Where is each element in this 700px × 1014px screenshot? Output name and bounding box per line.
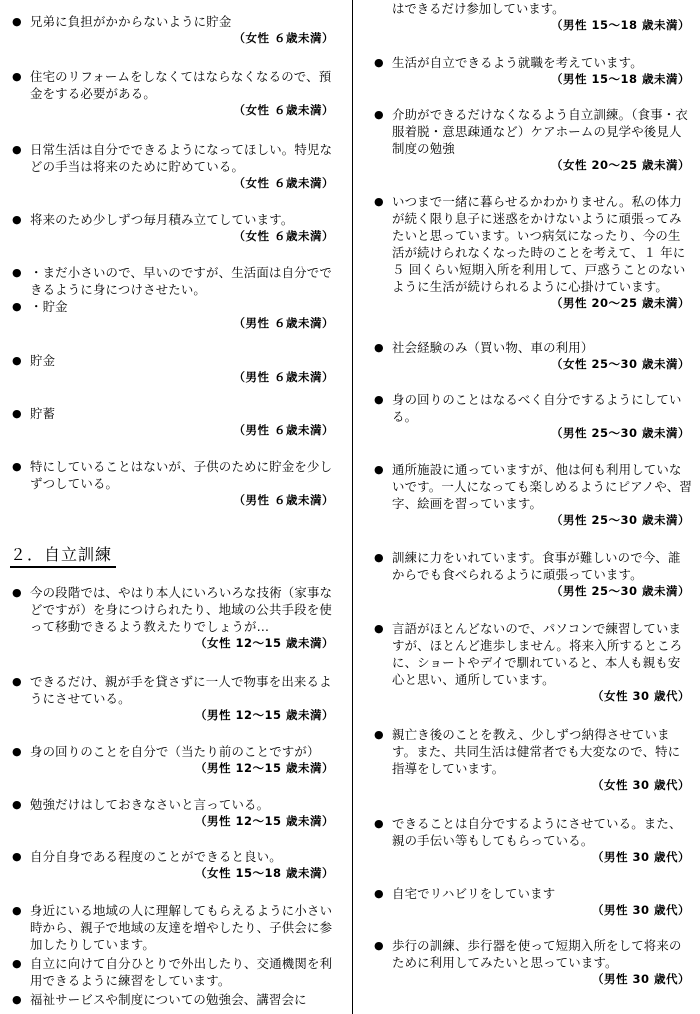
list-item xyxy=(374,106,692,173)
item-text: 親亡き後のことを教え、少しずつ納得させています。また、共同生活は健常者でも大変なので、特に指導をしています。 xyxy=(392,727,681,776)
item-text: 将来のため少しずつ毎月積み立てしています。 xyxy=(30,212,294,227)
item-attribution: （男性 12～15 歳未満） xyxy=(194,814,334,828)
item-attribution: （男性 12～15 歳未満） xyxy=(194,761,334,775)
list-item xyxy=(374,391,692,441)
item-attribution: （男性 30 歳代） xyxy=(591,850,690,864)
item-attribution: （男性 ６歳未満） xyxy=(233,370,334,384)
list-item xyxy=(12,743,336,776)
item-attribution: （男性 30 歳代） xyxy=(591,903,690,917)
list-item xyxy=(12,902,336,953)
bullet-icon: ● xyxy=(12,850,22,863)
bullet-icon: ● xyxy=(374,939,384,952)
bullet-icon: ● xyxy=(12,143,22,156)
bullet-icon: ● xyxy=(12,300,22,313)
item-text: はできるだけ参加しています。 xyxy=(392,1,565,16)
item-attribution: （女性 30 歳代） xyxy=(591,689,690,703)
bullet-icon: ● xyxy=(12,266,22,279)
bullet-icon: ● xyxy=(374,108,384,121)
item-text: 住宅のリフォームをしなくてはならなくなるので、預金をする必要がある。 xyxy=(30,69,332,101)
list-item xyxy=(374,54,692,87)
list-item xyxy=(12,673,336,723)
list-item xyxy=(12,796,336,829)
bullet-icon: ● xyxy=(374,728,384,741)
item-text: 勉強だけはしておきなさいと言っている。 xyxy=(30,797,270,812)
item-text: 身近にいる地域の人に理解してもらえるように小さい時から、親子で地域の友達を増やしたり、子供会に参加したりしています。 xyxy=(30,903,333,952)
item-text: 社会経験のみ（買い物、車の利用） xyxy=(392,340,594,355)
bullet-icon: ● xyxy=(12,675,22,688)
item-attribution: （男性 15～18 歳未満） xyxy=(550,18,690,32)
list-item xyxy=(374,726,692,793)
item-text: 自立に向けて自分ひとりで外出したり、交通機関を利用できるように練習をしています。 xyxy=(30,956,333,988)
item-text: 特にしていることはないが、子供のために貯金を少しずつしている。 xyxy=(30,459,333,491)
bullet-icon: ● xyxy=(12,213,22,226)
item-text: 兄弟に負担がかからないように貯金 xyxy=(30,14,232,29)
item-text: いつまで一緒に暮らせるかわかりません。私の体力が続く限り息子に迷惑をかけないように頑張ってみたいと思っています。いつ病気になったり、今の生活が続けられなくなった時のことを考えて、１ 年に ５ 回くらい短期入所を利用して、戸惑うことのないように生活が続けられるように心掛けています。 xyxy=(392,194,686,294)
list-item xyxy=(12,352,336,385)
list-item xyxy=(374,549,692,599)
item-text: 自宅でリハビリをしています xyxy=(392,886,556,901)
item-text: 生活が自立できるよう就職を考えています。 xyxy=(392,55,643,70)
item-text: 介助ができるだけなくなるよう自立訓練。（食事・衣服着脱・意思疎通など）ケアホームの見学や後見人制度の勉強 xyxy=(392,107,688,156)
bullet-icon: ● xyxy=(374,393,384,406)
item-text: 訓練に力をいれています。食事が難しいので今、誰からでも食べられるように頑張っています。 xyxy=(392,550,681,582)
bullet-icon: ● xyxy=(12,904,22,917)
item-attribution: （女性 30 歳代） xyxy=(591,778,690,792)
list-item xyxy=(12,264,336,331)
item-attribution: （女性 12～15 歳未満） xyxy=(194,636,334,650)
item-attribution: （女性 ６歳未満） xyxy=(233,31,334,45)
list-item xyxy=(12,405,336,438)
list-item xyxy=(374,461,692,528)
item-attribution: （女性 25～30 歳未満） xyxy=(550,357,690,371)
item-attribution: （女性 ６歳未満） xyxy=(233,229,334,243)
item-text: 言語がほとんどないので、パソコンで練習していますが、ほとんど進歩しません。将来入所するところに、ショートやデイで馴れていると、本人も親も安心と思い、通所しています。 xyxy=(392,621,683,687)
bullet-icon: ● xyxy=(374,622,384,635)
bullet-icon: ● xyxy=(374,887,384,900)
list-item xyxy=(374,193,692,311)
bullet-icon: ● xyxy=(12,993,22,1006)
list-item xyxy=(374,339,692,372)
item-text: 貯金 xyxy=(30,353,56,368)
right-column xyxy=(362,0,700,1014)
bullet-icon: ● xyxy=(12,15,22,28)
bullet-icon: ● xyxy=(12,354,22,367)
item-text: 貯蓄 xyxy=(30,406,56,421)
bullet-icon: ● xyxy=(12,745,22,758)
bullet-icon: ● xyxy=(374,56,384,69)
list-item xyxy=(374,885,692,918)
item-text-secondary: ・貯金 xyxy=(30,299,68,314)
bullet-icon: ● xyxy=(12,407,22,420)
item-attribution: （男性 ６歳未満） xyxy=(233,493,334,507)
item-text: 身の回りのことはなるべく自分でするようにしている。 xyxy=(392,392,682,424)
item-text: できるだけ、親が手を貸さずに一人で物事を出来るようにさせている。 xyxy=(30,674,332,706)
list-item xyxy=(12,458,336,508)
item-attribution: （男性 30 歳代） xyxy=(591,972,690,986)
item-attribution: （女性 15～18 歳未満） xyxy=(194,866,334,880)
item-text: 今の段階では、やはり本人にいろいろな技術（家事などですが）を身につけられたり、地域の公共手段を使って移動できるよう教えたりでしょうが… xyxy=(30,585,333,634)
item-attribution: （男性 ６歳未満） xyxy=(233,423,334,437)
bullet-icon: ● xyxy=(374,551,384,564)
bullet-icon: ● xyxy=(374,195,384,208)
item-attribution: （男性 15～18 歳未満） xyxy=(550,72,690,86)
item-attribution: （男性 12～15 歳未満） xyxy=(194,708,334,722)
bullet-icon: ● xyxy=(374,817,384,830)
list-item-continuation xyxy=(374,0,692,33)
bullet-icon: ● xyxy=(12,586,22,599)
item-text: 自分自身である程度のことができると良い。 xyxy=(30,849,282,864)
list-item xyxy=(12,848,336,881)
bullet-icon: ● xyxy=(374,341,384,354)
list-item xyxy=(12,211,336,244)
item-attribution: （女性 20～25 歳未満） xyxy=(550,158,690,172)
bullet-icon: ● xyxy=(12,460,22,473)
item-attribution: （女性 ６歳未満） xyxy=(233,176,334,190)
item-text: 通所施設に通っていますが、他は何も利用していないです。一人になっても楽しめるようにピアノや、習字、絵画を習っています。 xyxy=(392,462,692,511)
item-attribution: （男性 20～25 歳未満） xyxy=(550,296,690,310)
bullet-icon: ● xyxy=(12,798,22,811)
item-text: 歩行の訓練、歩行器を使って短期入所をして将来のために利用してみたいと思っています。 xyxy=(392,938,682,970)
bullet-icon: ● xyxy=(12,957,22,970)
section-heading: ２．自立訓練 xyxy=(10,544,116,568)
list-item xyxy=(12,991,336,1008)
item-attribution: （男性 25～30 歳未満） xyxy=(550,513,690,527)
item-attribution: （男性 ６歳未満） xyxy=(233,316,334,330)
list-item xyxy=(374,937,692,987)
list-item xyxy=(374,815,692,865)
list-item xyxy=(12,955,336,989)
list-item xyxy=(12,68,336,118)
item-attribution: （男性 25～30 歳未満） xyxy=(550,584,690,598)
item-attribution: （男性 25～30 歳未満） xyxy=(550,426,690,440)
bullet-icon: ● xyxy=(12,70,22,83)
list-item xyxy=(12,584,336,651)
item-attribution: （女性 ６歳未満） xyxy=(233,103,334,117)
item-text: 福祉サービスや制度についての勉強会、講習会に xyxy=(30,992,307,1007)
item-text: できることは自分でするようにさせている。また、親の手伝い等もしてもらっている。 xyxy=(392,816,682,848)
item-text: 日常生活は自分でできるようになってほしい。特児などの手当は将来のために貯めている。 xyxy=(30,142,333,174)
column-divider xyxy=(352,0,353,1014)
item-text: 身の回りのことを自分で（当たり前のことですが） xyxy=(30,744,320,759)
bullet-icon: ● xyxy=(374,463,384,476)
list-item xyxy=(12,13,336,46)
item-text: ・まだ小さいので、早いのですが、生活面は自分でできるように身につけさせたい。 xyxy=(30,265,332,297)
list-item xyxy=(12,141,336,191)
list-item xyxy=(374,620,692,704)
